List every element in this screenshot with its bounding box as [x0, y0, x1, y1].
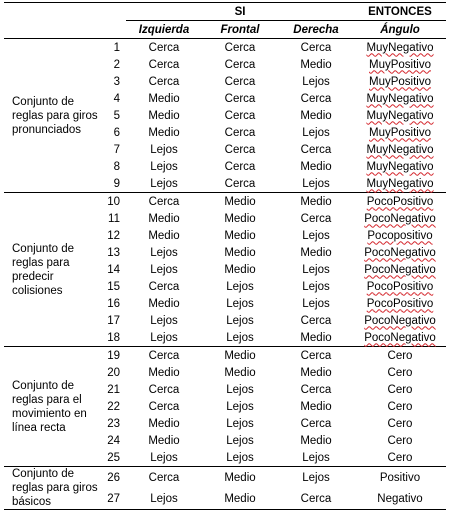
rule-group-label: Conjunto de reglas para el movimiento en línea recta: [4, 347, 98, 467]
cell-angulo: [354, 39, 446, 57]
rule-row: [4, 39, 446, 57]
rule-group-label: Conjunto de reglas para giros pronunciados: [12, 95, 98, 136]
cell-izquierda: Cerca: [126, 193, 202, 211]
rule-row: [4, 467, 446, 489]
cell-izquierda: Cerca: [126, 467, 202, 489]
rules-body: [4, 39, 446, 510]
rule-number: 3: [113, 75, 120, 88]
rule-number: 22: [107, 400, 120, 413]
cell-frontal: Medio: [224, 492, 256, 505]
rule-number: 10: [98, 193, 126, 211]
cell-derecha: Medio: [300, 109, 332, 122]
angulo-value: PocoNegativo: [364, 212, 436, 225]
cell-frontal: Medio: [202, 347, 278, 365]
cell-angulo: [354, 347, 446, 365]
angulo-value: MuyNegativo: [366, 92, 434, 105]
cell-frontal: Medio: [224, 263, 256, 276]
angulo-value: PocoPositivo: [366, 297, 434, 310]
rule-number: 6: [113, 126, 120, 139]
rule-group-label: Conjunto de reglas para predecir colisiones: [4, 193, 98, 347]
cell-angulo: [354, 449, 446, 467]
angulo-value: Cero: [387, 451, 413, 464]
cell-derecha: Medio: [300, 400, 332, 413]
cell-derecha: Cerca: [300, 383, 332, 396]
rule-number: 5: [113, 109, 120, 122]
cell-angulo: [354, 278, 446, 295]
cell-frontal: Cerca: [224, 143, 256, 156]
rule-number: 9: [113, 177, 120, 190]
cell-derecha: Medio: [300, 434, 332, 447]
angulo-value: MuyPositivo: [369, 75, 431, 88]
cell-izquierda: Lejos: [150, 451, 178, 464]
rule-number: 15: [107, 280, 120, 293]
angulo-value: MuyNegativo: [366, 109, 434, 122]
cell-angulo: [354, 56, 446, 73]
cell-frontal: Lejos: [226, 314, 254, 327]
cell-frontal: Cerca: [224, 109, 256, 122]
cell-frontal: Cerca: [224, 160, 256, 173]
cell-frontal: Medio: [224, 229, 256, 242]
angulo-value: PocoNegativo: [364, 246, 436, 259]
angulo-value: PocoNegativo: [364, 331, 436, 344]
cell-derecha: Lejos: [302, 297, 330, 310]
rule-number: 12: [107, 229, 120, 242]
angulo-value: Cero: [387, 417, 413, 430]
cell-izquierda: Medio: [148, 109, 180, 122]
cell-angulo: [354, 141, 446, 158]
angulo-value: Positivo: [379, 471, 421, 484]
rule-number: 24: [107, 434, 120, 447]
cell-frontal: Medio: [202, 193, 278, 211]
cell-angulo: [354, 210, 446, 227]
cell-derecha: Lejos: [302, 280, 330, 293]
cell-angulo: [354, 381, 446, 398]
rule-number: 21: [107, 383, 120, 396]
header-blank: [98, 3, 126, 21]
cell-angulo: [354, 415, 446, 432]
angulo-value: MuyPositivo: [369, 58, 431, 71]
cell-izquierda: Medio: [148, 126, 180, 139]
cell-frontal: Medio: [202, 467, 278, 489]
column-header-frontal: Frontal: [202, 21, 278, 39]
cell-izquierda: Medio: [148, 366, 180, 379]
cell-izquierda: Cerca: [148, 400, 180, 413]
cell-izquierda: Cerca: [148, 75, 180, 88]
cell-izquierda: Lejos: [150, 160, 178, 173]
cell-angulo: [354, 467, 446, 489]
cell-frontal: Lejos: [226, 417, 254, 430]
cell-angulo: [354, 107, 446, 124]
header-blank: [4, 21, 98, 39]
cell-izquierda: Medio: [148, 229, 180, 242]
cell-izquierda: Medio: [148, 92, 180, 105]
angulo-value: Cero: [387, 400, 413, 413]
cell-izquierda: Lejos: [150, 314, 178, 327]
angulo-value: Pocopositivo: [367, 229, 433, 242]
cell-angulo: [354, 364, 446, 381]
rule-number: 20: [107, 366, 120, 379]
rule-group-label: Conjunto de reglas para giros básicos: [4, 467, 98, 510]
cell-frontal: Medio: [224, 212, 256, 225]
angulo-value: MuyPositivo: [369, 126, 431, 139]
header-blank: [4, 3, 98, 21]
rule-number: 19: [98, 347, 126, 365]
rule-number: 13: [107, 246, 120, 259]
cell-derecha: Medio: [300, 58, 332, 71]
cell-izquierda: Medio: [148, 434, 180, 447]
cell-izquierda: Lejos: [150, 263, 178, 276]
rule-number: 27: [107, 492, 120, 505]
cell-derecha: Lejos: [302, 177, 330, 190]
cell-izquierda: Cerca: [148, 58, 180, 71]
header-blank: [98, 21, 126, 39]
cell-angulo: [354, 175, 446, 193]
cell-derecha: Lejos: [302, 75, 330, 88]
angulo-value: PocoNegativo: [364, 263, 436, 276]
cell-frontal: Cerca: [224, 41, 256, 54]
cell-derecha: Cerca: [300, 314, 332, 327]
cell-izquierda: Lejos: [150, 492, 178, 505]
cell-derecha: Lejos: [302, 229, 330, 242]
angulo-value: Cero: [387, 366, 413, 379]
cell-izquierda: Cerca: [148, 383, 180, 396]
cell-derecha: Medio: [300, 160, 332, 173]
column-header-derecha: Derecha: [278, 21, 354, 39]
cell-frontal: Lejos: [226, 451, 254, 464]
rule-row: [4, 193, 446, 211]
angulo-value: MuyNegativo: [366, 143, 434, 156]
cell-derecha: Cerca: [278, 347, 354, 365]
cell-izquierda: Cerca: [126, 347, 202, 365]
rule-number: 11: [108, 212, 120, 225]
cell-angulo: [354, 295, 446, 312]
cell-izquierda: Lejos: [150, 246, 178, 259]
cell-angulo: [354, 227, 446, 244]
rule-number: 26: [98, 467, 126, 489]
cell-izquierda: Medio: [148, 297, 180, 310]
cell-frontal: Lejos: [226, 434, 254, 447]
rule-number: 16: [107, 297, 120, 310]
header-si: SI: [126, 3, 354, 21]
cell-derecha: Lejos: [302, 451, 330, 464]
cell-angulo: [354, 193, 446, 211]
rule-number: 23: [107, 417, 120, 430]
cell-frontal: Lejos: [226, 280, 254, 293]
cell-angulo: [354, 488, 446, 510]
column-header-izquierda: Izquierda: [126, 21, 202, 39]
angulo-value: Cero: [387, 349, 413, 362]
column-header-angulo: Ángulo: [354, 21, 446, 39]
cell-angulo: [354, 312, 446, 329]
cell-derecha: Cerca: [300, 212, 332, 225]
cell-angulo: [354, 73, 446, 90]
cell-izquierda: Cerca: [148, 280, 180, 293]
cell-derecha: Cerca: [300, 143, 332, 156]
rule-number: 14: [107, 263, 120, 276]
cell-angulo: [354, 432, 446, 449]
cell-frontal: Medio: [224, 246, 256, 259]
angulo-value: MuyNegativo: [366, 41, 434, 54]
cell-frontal: Medio: [224, 366, 256, 379]
cell-angulo: [354, 124, 446, 141]
cell-derecha: Cerca: [300, 417, 332, 430]
cell-frontal: Lejos: [226, 400, 254, 413]
angulo-value: Negativo: [377, 492, 423, 505]
cell-derecha: Lejos: [278, 467, 354, 489]
cell-derecha: Medio: [300, 366, 332, 379]
rule-number: 25: [107, 451, 120, 464]
cell-derecha: Medio: [278, 193, 354, 211]
cell-derecha: Cerca: [300, 492, 332, 505]
cell-derecha: Lejos: [302, 126, 330, 139]
cell-frontal: Lejos: [226, 383, 254, 396]
header-entonces: ENTONCES: [354, 3, 446, 21]
cell-derecha: Lejos: [302, 263, 330, 276]
angulo-value: Cero: [387, 434, 413, 447]
cell-izquierda: Medio: [148, 212, 180, 225]
angulo-value: PocoPositivo: [366, 280, 434, 293]
cell-frontal: Lejos: [226, 297, 254, 310]
fuzzy-rules-table: [4, 2, 446, 510]
rule-number: 4: [113, 92, 120, 105]
cell-derecha: Medio: [300, 246, 332, 259]
angulo-value: PocoNegativo: [364, 314, 436, 327]
cell-angulo: [354, 398, 446, 415]
cell-angulo: [354, 90, 446, 107]
cell-angulo: [354, 329, 446, 347]
rule-number: 18: [107, 331, 120, 344]
rule-number: 2: [113, 58, 120, 71]
angulo-value: PocoPositivo: [366, 195, 434, 208]
angulo-value: Cero: [387, 383, 413, 396]
cell-frontal: Cerca: [224, 126, 256, 139]
rule-number: 1: [113, 41, 120, 54]
cell-frontal: Cerca: [224, 58, 256, 71]
cell-angulo: [354, 244, 446, 261]
rules-table-container: [4, 2, 446, 510]
cell-derecha: Medio: [300, 331, 332, 344]
rule-number: 8: [113, 160, 120, 173]
cell-angulo: [354, 158, 446, 175]
cell-izquierda: Medio: [148, 417, 180, 430]
cell-izquierda: Lejos: [150, 331, 178, 344]
cell-frontal: Lejos: [226, 331, 254, 344]
rule-row: [4, 347, 446, 365]
cell-derecha: Cerca: [300, 92, 332, 105]
angulo-value: MuyNegativo: [366, 160, 434, 173]
cell-izquierda: Cerca: [148, 41, 180, 54]
cell-frontal: Cerca: [224, 75, 256, 88]
cell-frontal: Cerca: [224, 177, 256, 190]
cell-derecha: Cerca: [300, 41, 332, 54]
rule-number: 7: [113, 143, 120, 156]
rule-number: 17: [107, 314, 120, 327]
angulo-value: MuyNegativo: [366, 177, 434, 190]
cell-angulo: [354, 261, 446, 278]
cell-izquierda: Lejos: [150, 177, 178, 190]
cell-frontal: Cerca: [224, 92, 256, 105]
cell-izquierda: Lejos: [150, 143, 178, 156]
